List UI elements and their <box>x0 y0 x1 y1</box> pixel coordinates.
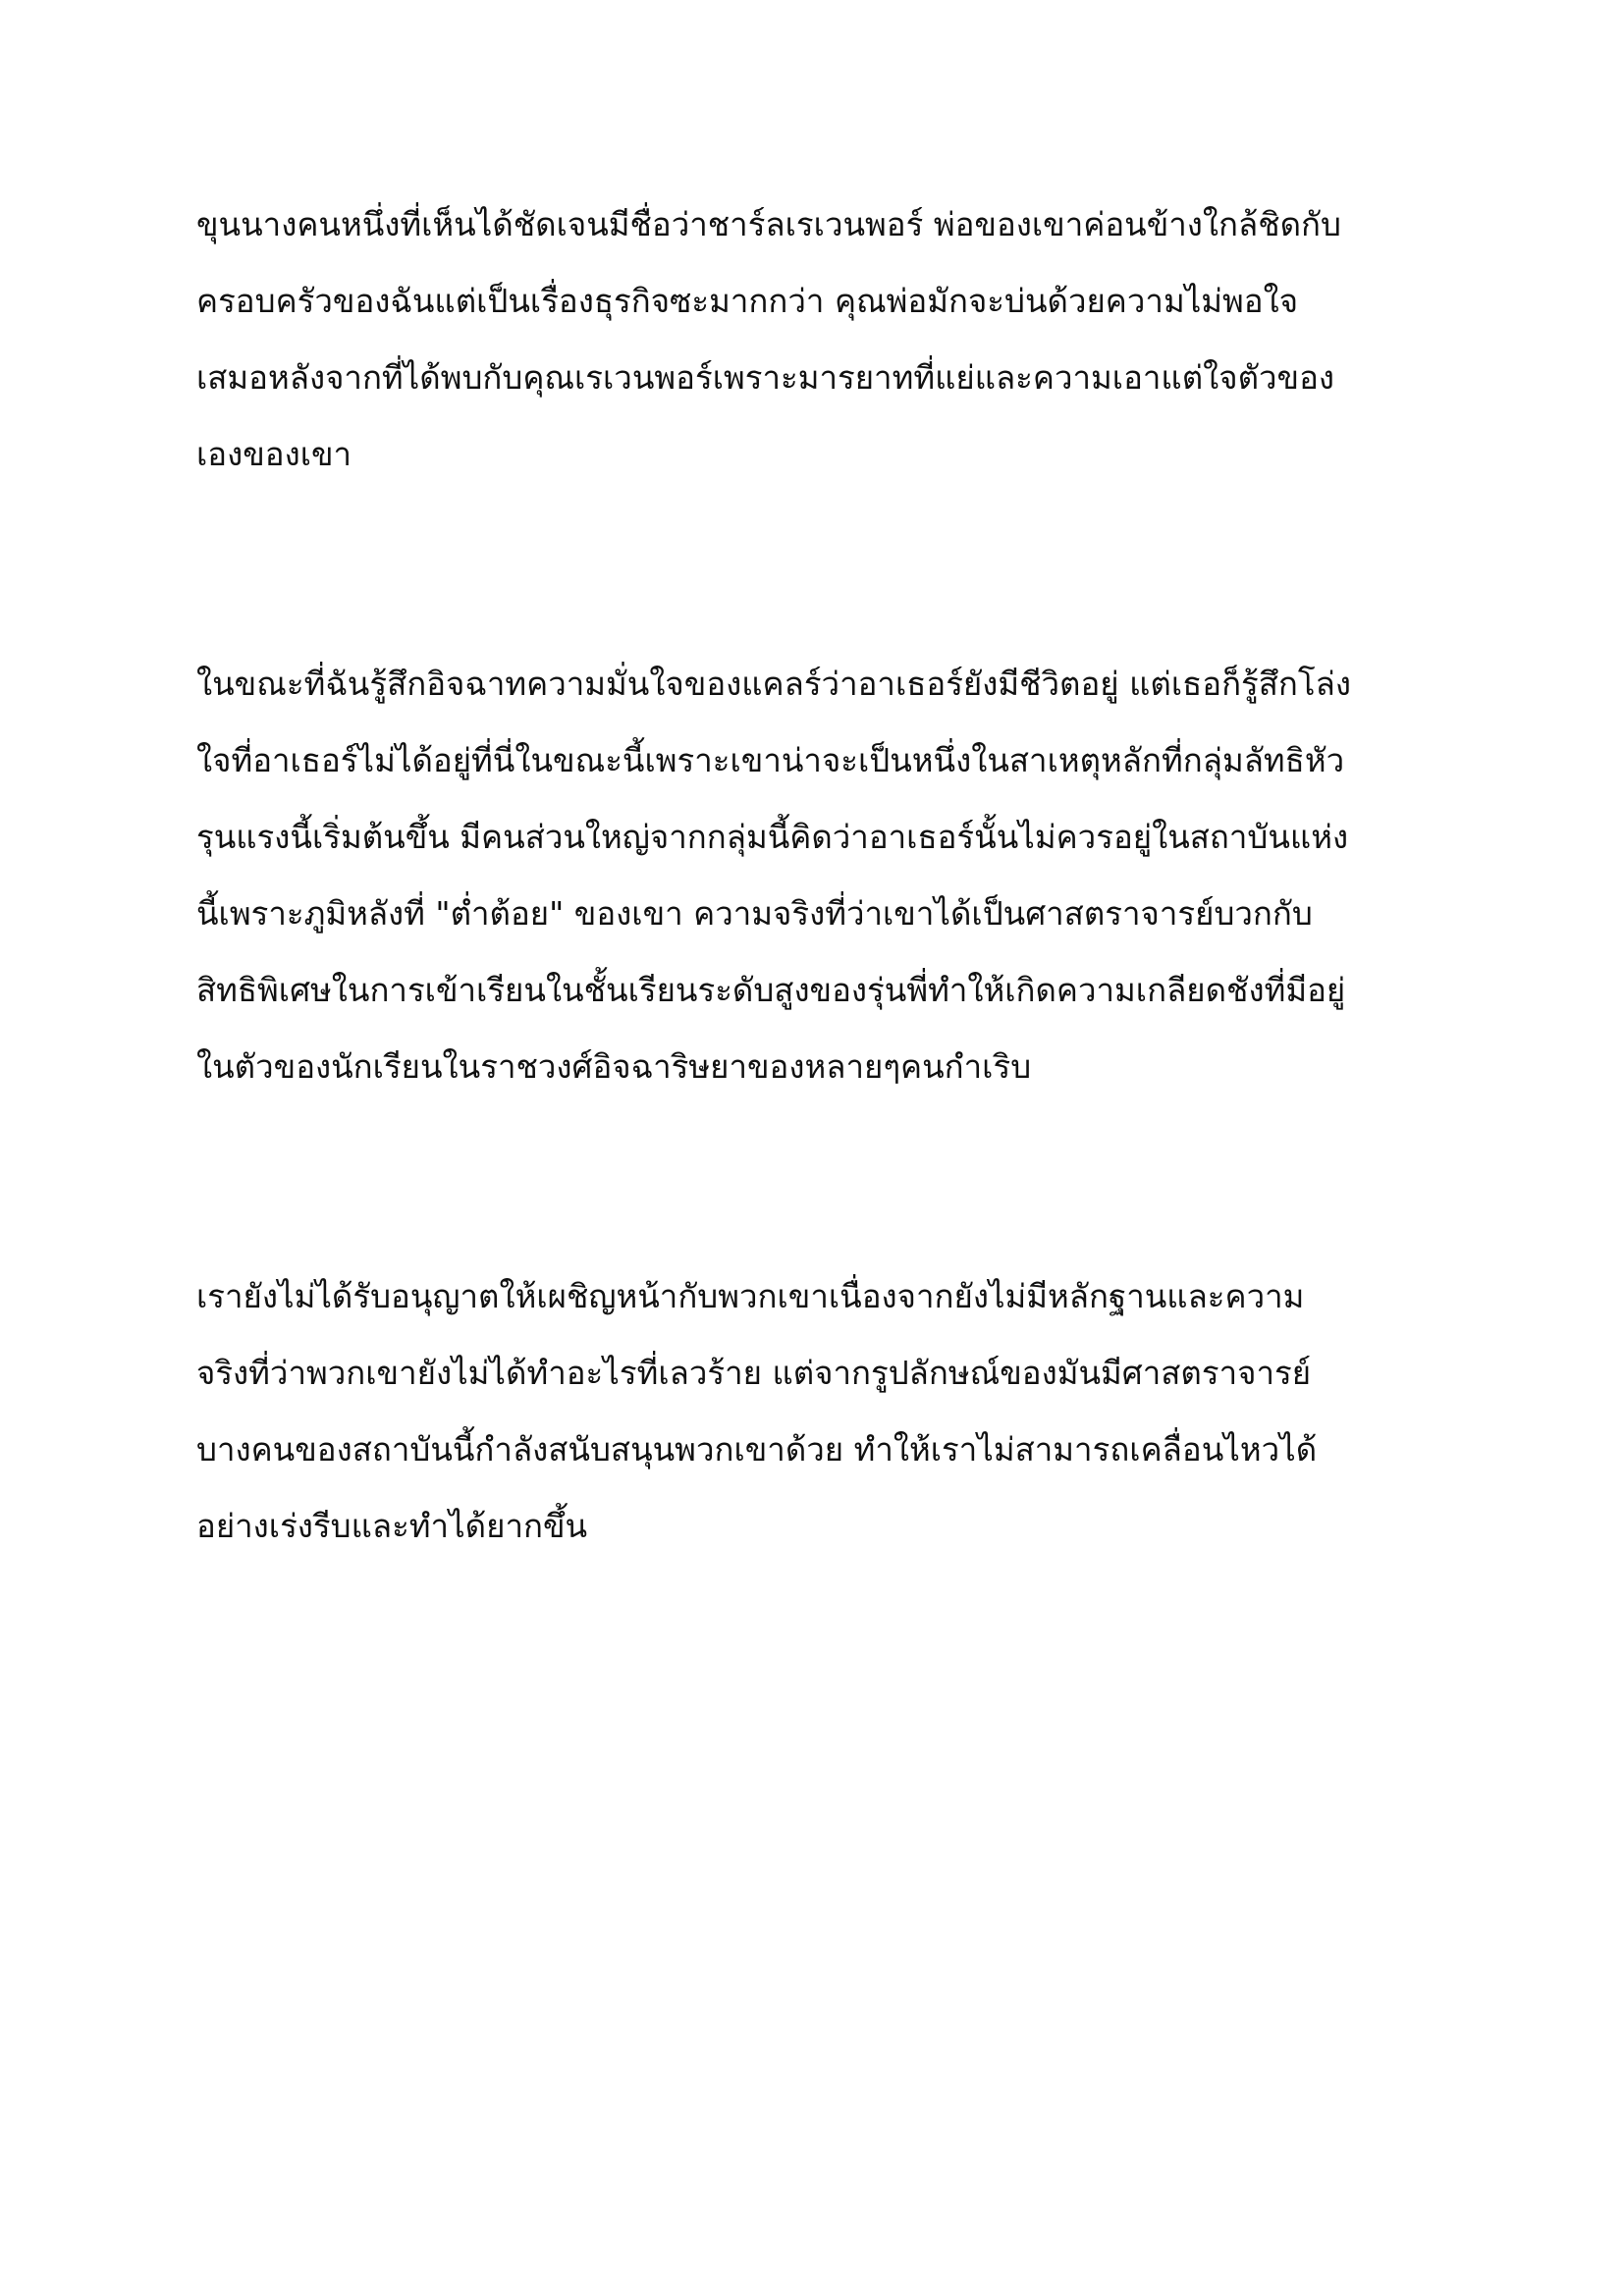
paragraph-line: เองของเขา <box>196 435 352 473</box>
paragraph-line: ครอบครัวของฉันแต่เป็นเรื่องธุรกิจซะมากกว่า คุณพ่อมักจะบ่นด้วยความไม่พอใจ <box>196 282 1299 320</box>
paragraph-line: นี้เพราะภูมิหลังที่ "ต่ำต้อย" ของเขา ความจริงที่ว่าเขาได้เป็นศาสตราจารย์บวกกับ <box>196 894 1313 933</box>
paragraph-line: บางคนของสถาบันนี้กำลังสนับสนุนพวกเขาด้วย ทำให้เราไม่สามารถเคลื่อนไหวได้ <box>196 1430 1318 1468</box>
paragraph-line: อย่างเร่งรีบและทำได้ยากขึ้น <box>196 1507 588 1545</box>
paragraph-line: สิทธิพิเศษในการเข้าเรียนในชั้นเรียนระดับสูงของรุ่นพี่ทำให้เกิดความเกลียดชังที่มีอยู่ <box>196 971 1346 1009</box>
paragraph-spacer <box>196 493 1463 646</box>
paragraph-line: เรายังไม่ได้รับอนุญาตให้เผชิญหน้ากับพวกเขาเนื่องจากยังไม่มีหลักฐานและความ <box>196 1277 1305 1315</box>
document-body <box>196 187 1463 1565</box>
paragraph-line: รุนแรงนี้เริ่มต้นขึ้น มีคนส่วนใหญ่จากกลุ่มนี้คิดว่าอาเธอร์นั้นไม่ควรอยู่ในสถาบันแห่ง <box>196 818 1349 856</box>
paragraph-line: เสมอหลังจากที่ได้พบกับคุณเรเวนพอร์เพราะมารยาทที่แย่และความเอาแต่ใจตัวของ <box>196 358 1335 397</box>
paragraph-line: ในตัวของนักเรียนในราชวงศ์อิจฉาริษยาของหลายๆคนกำเริบ <box>196 1047 1032 1086</box>
paragraph-1 <box>196 187 1463 493</box>
paragraph-2 <box>196 646 1463 1105</box>
paragraph-3 <box>196 1258 1463 1565</box>
paragraph-line: จริงที่ว่าพวกเขายังไม่ได้ทำอะไรที่เลวร้าย แต่จากรูปลักษณ์ของมันมีศาสตราจารย์ <box>196 1354 1312 1392</box>
paragraph-spacer <box>196 1105 1463 1258</box>
paragraph-line: ในขณะที่ฉันรู้สึกอิจฉาทความมั่นใจของแคลร์ว่าอาเธอร์ยังมีชีวิตอยู่ แต่เธอก็รู้สึกโล่ง <box>196 665 1351 703</box>
paragraph-line: ใจที่อาเธอร์ไม่ได้อยู่ที่นี่ในขณะนี้เพราะเขาน่าจะเป็นหนึ่งในสาเหตุหลักที่กลุ่มลัทธิหัว <box>196 741 1345 779</box>
paragraph-line: ขุนนางคนหนึ่งที่เห็นได้ชัดเจนมีชื่อว่าชาร์ลเรเวนพอร์ พ่อของเขาค่อนข้างใกล้ชิดกับ <box>196 205 1341 243</box>
